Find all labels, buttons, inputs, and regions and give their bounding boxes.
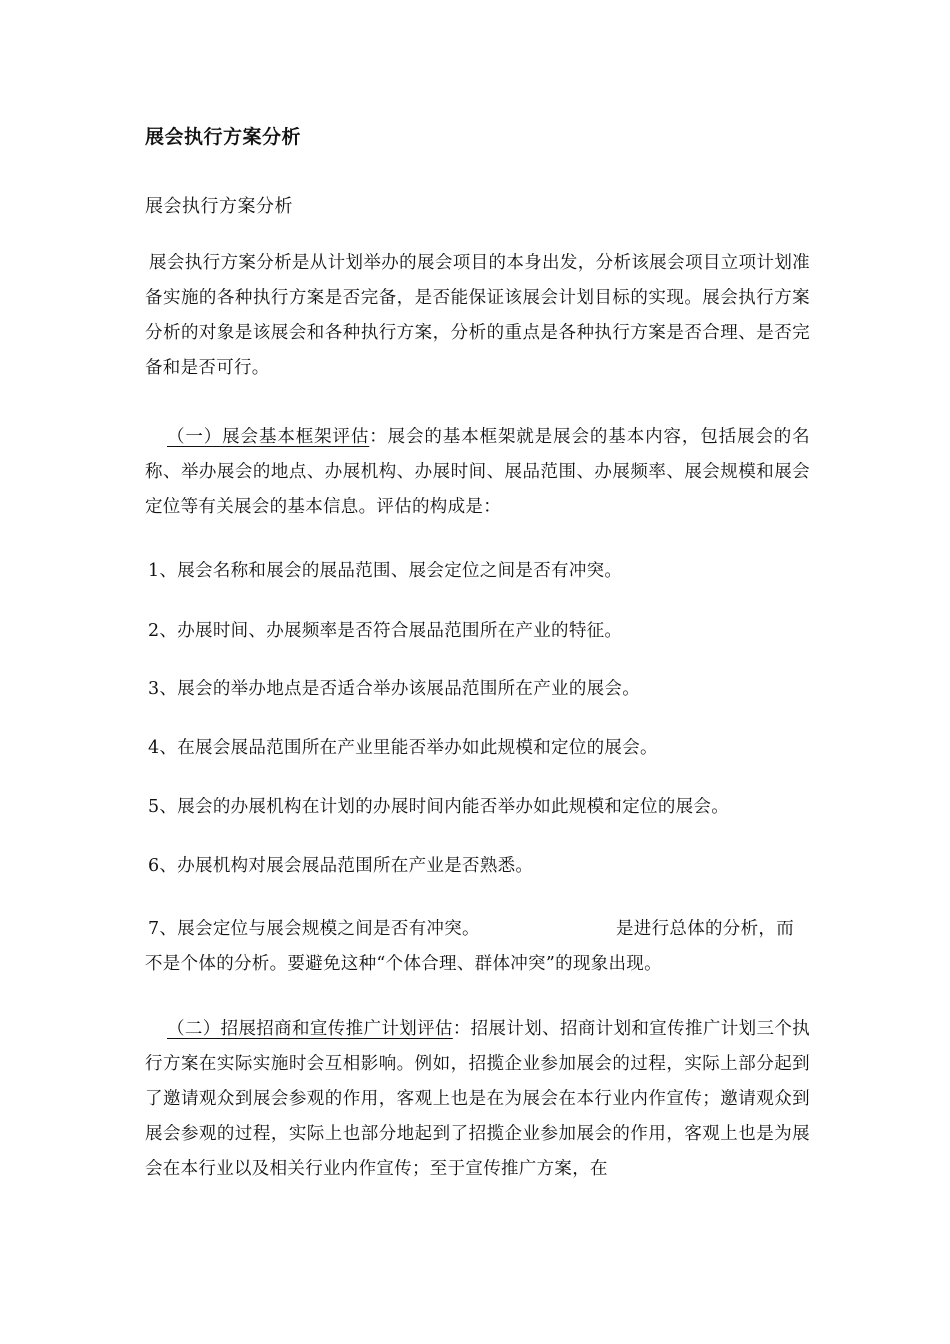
list-item-7-head: 7、展会定位与展会规模之间是否有冲突。 — [148, 919, 480, 939]
list-item: 2、办展时间、办展频率是否符合展品范围所在产业的特征。 — [148, 621, 623, 641]
list-item: 6、办展机构对展会展品范围所在产业是否熟悉。 — [148, 856, 534, 876]
section1-paragraph — [145, 420, 810, 525]
list-item-7 — [148, 912, 810, 947]
document-subtitle: 展会执行方案分析 — [145, 196, 293, 217]
list-item: 4、在展会展品范围所在产业里能否举办如此规模和定位的展会。 — [148, 738, 658, 758]
section2-body: ：招展计划、招商计划和宣传推广计划三个执行方案在实际实施时会互相影响。例如，招揽企业参加展会的过程，实际上部分起到了邀请观众到展会参观的作用，客观上也是在为展会在本行业内作宣传；邀请观众到展会参观的过程，实际上也部分地起到了招揽企业参加展会的作用，客观上也是为展会在本行业以及相关行业内作宣传；至于宣传推广方案，在 — [145, 1019, 810, 1179]
section2-paragraph — [145, 1012, 810, 1187]
section1-heading: （一）展会基本框架评估 — [167, 427, 370, 447]
list-item: 1、展会名称和展会的展品范围、展会定位之间是否有冲突。 — [148, 561, 623, 581]
section1-body: ：展会的基本框架就是展会的基本内容，包括展会的名称、举办展会的地点、办展机构、办展时间、展品范围、办展频率、展会规模和展会定位等有关展会的基本信息。评估的构成是： — [145, 427, 810, 517]
list-item: 5、展会的办展机构在计划的办展时间内能否举办如此规模和定位的展会。 — [148, 797, 730, 817]
section2-heading: （二）招展招商和宣传推广计划评估 — [167, 1019, 453, 1039]
list-item: 3、展会的举办地点是否适合举办该展品范围所在产业的展会。 — [148, 679, 641, 699]
intro-paragraph: 展会执行方案分析是从计划举办的展会项目的本身出发，分析该展会项目立项计划准备实施的各种执行方案是否完备，是否能保证该展会计划目标的实现。展会执行方案分析的对象是该展会和各种执行方案，分析的重点是各种执行方案是否合理、是否完备和是否可行。 — [145, 253, 810, 378]
list-item-7-tail: 是进行总体的分析，而 — [616, 919, 794, 939]
document-title: 展会执行方案分析 — [145, 126, 302, 148]
list-item-7-continuation: 不是个体的分析。要避免这种“个体合理、群体冲突”的现象出现。 — [145, 954, 662, 974]
